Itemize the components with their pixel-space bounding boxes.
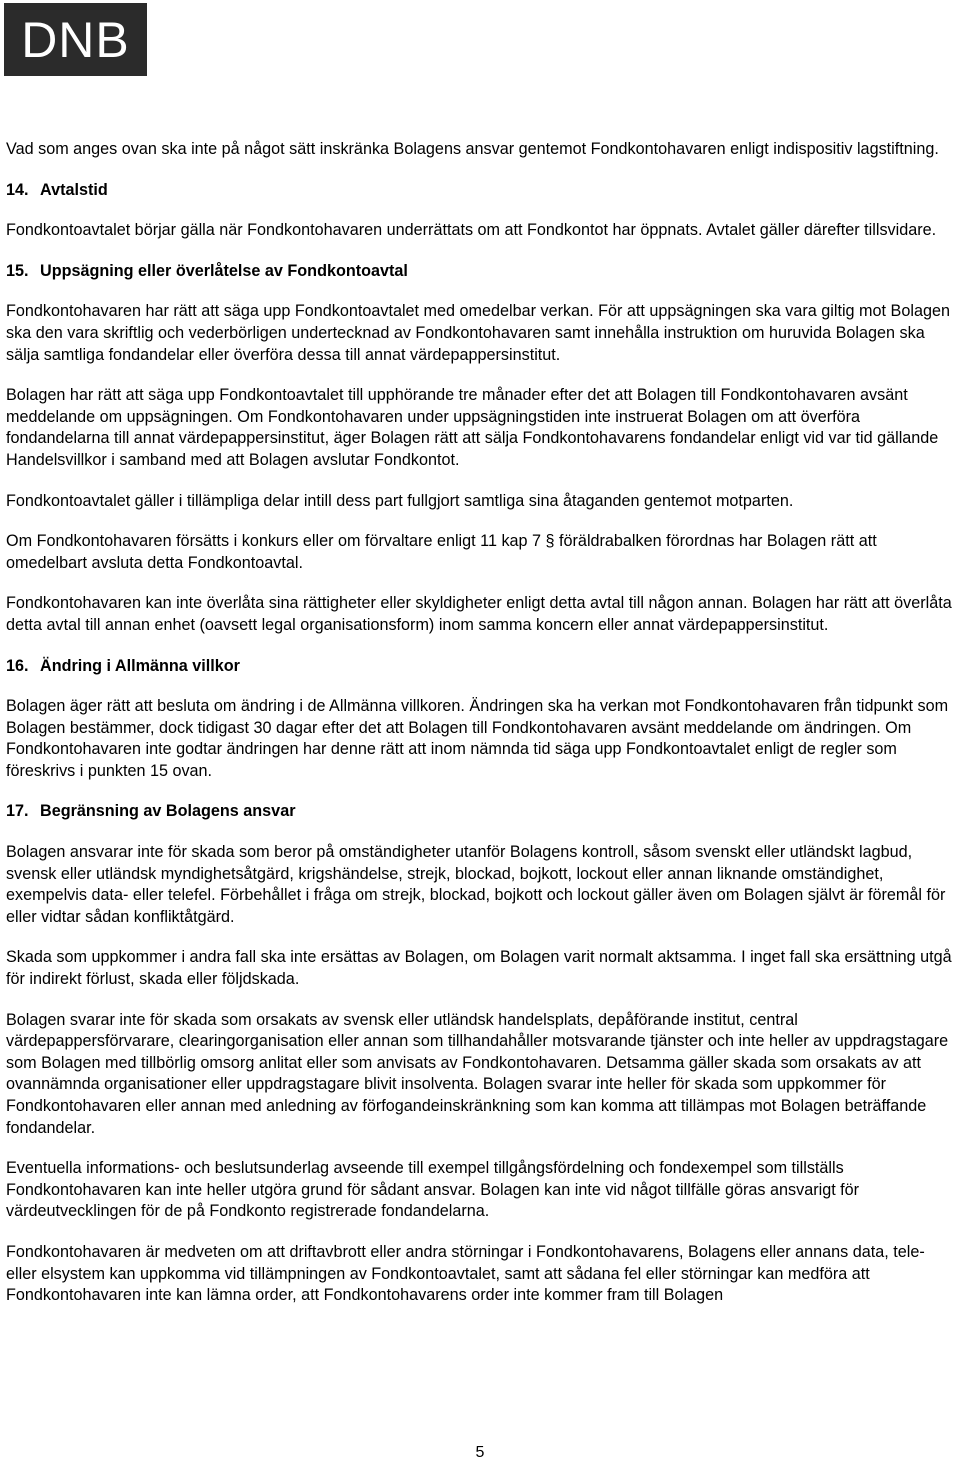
section-17-paragraph: Eventuella informations- och beslutsunderlag avseende till exempel tillgångsfördelning och fondexempel som tillställs Fondkontohavaren kan inte heller utgöra grund för sådant ansvar. Bolagen kan inte vid något tillfälle göras ansvarigt för värdeutvecklingen för de på Fondkonto registrerade fondandelarna. xyxy=(6,1159,860,1221)
page-number: 5 xyxy=(475,1444,485,1461)
section-15-paragraph: Om Fondkontohavaren försätts i konkurs eller om förvaltare enligt 11 kap 7 § föräldrabalken förordnas har Bolagen rätt att omedelbart avsluta detta Fondkontoavtal. xyxy=(6,532,877,572)
section-title: Uppsägning eller överlåtelse av Fondkontoavtal xyxy=(40,261,408,280)
section-title: Begränsning av Bolagens ansvar xyxy=(40,802,296,821)
section-number: 14. xyxy=(6,180,29,199)
section-17-paragraph: Fondkontohavaren är medveten om att driftavbrott eller andra störningar i Fondkontohavarens, Bolagens eller annans data, tele- eller elsystem kan uppkomma vid tillämpningen av Fondkontoavtalet, samt att sådana fel eller störningar kan medföra att Fondkontohavaren inte kan lämna order, att Fondkontohavarens order inte kommer fram till Bolagen xyxy=(6,1242,925,1305)
section-number: 17. xyxy=(6,802,29,821)
section-17-paragraph: Bolagen ansvarar inte för skada som beror på omständigheter utanför Bolagens kontroll, såsom svenskt eller utländskt lagbud, svensk eller utländsk myndighetsåtgärd, krigshändelse, strejk, blockad, bojkott, lockout eller annan liknande omständighet, exempelvis data- eller telefel. Förbehållet i fråga om strejk, blockad, bojkott och lockout gäller även om Bolagen självt är föremål för eller vidtar sådan konfliktåtgärd. xyxy=(6,843,946,926)
section-16-paragraph: Bolagen äger rätt att besluta om ändring i de Allmänna villkoren. Ändringen ska ha verkan mot Fondkontohavaren från tidpunkt som Bolagen bestämmer, dock tidigast 30 dagar efter det att Bolagen till Fondkontohavaren avsänt meddelande om ändringen. Om Fondkontohavaren inte godtar ändringen har denne rätt att inom nämnda tid säga upp Fondkontoavtalet enligt de regler som föreskrivs i punkten 15 ovan. xyxy=(6,697,949,780)
section-number: 15. xyxy=(6,261,29,280)
section-title: Ändring i Allmänna villkor xyxy=(40,656,240,675)
section-15-paragraph: Fondkontohavaren kan inte överlåta sina rättigheter eller skyldigheter enligt detta avtal till någon annan. Bolagen har rätt att överlåta detta avtal till annan enhet (oavsett legal organisationsform) inom samma koncern eller annat värdepappersinstitut. xyxy=(6,594,952,634)
document-body xyxy=(6,139,954,1326)
section-14-paragraph: Fondkontoavtalet börjar gälla när Fondkontohavaren underrättats om att Fondkontot har öppnats. Avtalet gäller därefter tillsvidare. xyxy=(6,221,937,240)
intro-paragraph: Vad som anges ovan ska inte på något sätt inskränka Bolagens ansvar gentemot Fondkontohavaren enligt indispositiv lagstiftning. xyxy=(6,140,939,158)
section-14-heading xyxy=(6,180,954,202)
section-15-paragraph: Fondkontoavtalet gäller i tillämpliga delar intill dess part fullgjort samtliga sina åtaganden gentemot motparten. xyxy=(6,491,794,510)
section-15-paragraph: Bolagen har rätt att säga upp Fondkontoavtalet till upphörande tre månader efter det att Bolagen till Fondkontohavaren avsänt meddelande om uppsägningen. Om Fondkontohavaren under uppsägningstiden inte instruerat Bolagen om att överföra fondandelarna till annat värdepappersinstitut, äger Bolagen rätt att sälja Fondkontohavarens fondandelar enligt vid var tid gällande Handelsvillkor i samband med att Bolagen avslutar Fondkontot. xyxy=(6,386,939,469)
section-15-heading xyxy=(6,261,954,283)
section-number: 16. xyxy=(6,656,29,675)
section-17-paragraph: Skada som uppkommer i andra fall ska inte ersättas av Bolagen, om Bolagen varit normalt aktsamma. I inget fall ska ersättning utgå för indirekt förlust, skada eller följdskada. xyxy=(6,948,952,989)
section-17-paragraph: Bolagen svarar inte för skada som orsakats av svensk eller utländsk handelsplats, depåförande institut, central värdepappersförvarare, clearingorganisation eller annan som tillhandahåller motsvarande tjänster och inte heller av uppdragstagare som Bolagen med tillbörlig omsorg anlitat eller som anvisats av Fondkontohavaren. Detsamma gäller skada som orsakats av att ovannämnda organisationer eller uppdragstagare blivit insolventa. Bolagen svarar inte heller för skada som uppkommer för Fondkontohavaren eller annan med anledning av förfogandeinskränkning som kan komma att tillämpas mot Bolagen beträffande fondandelar. xyxy=(6,1010,949,1137)
section-17-heading xyxy=(6,801,954,823)
dnb-logo-mark xyxy=(4,3,147,76)
dnb-logo-text: DNB xyxy=(21,12,130,68)
dnb-logo xyxy=(4,3,147,76)
section-title: Avtalstid xyxy=(40,180,108,199)
section-16-heading xyxy=(6,656,954,678)
section-15-paragraph: Fondkontohavaren har rätt att säga upp Fondkontoavtalet med omedelbar verkan. För att uppsägningen ska vara giltig mot Bolagen ska den vara skriftlig och vederbörligen undertecknad av Fondkontohavaren samt innehålla instruktion om huruvida Bolagen ska sälja samtliga fondandelar eller överföra dessa till annat värdepappersinstitut. xyxy=(6,302,950,364)
